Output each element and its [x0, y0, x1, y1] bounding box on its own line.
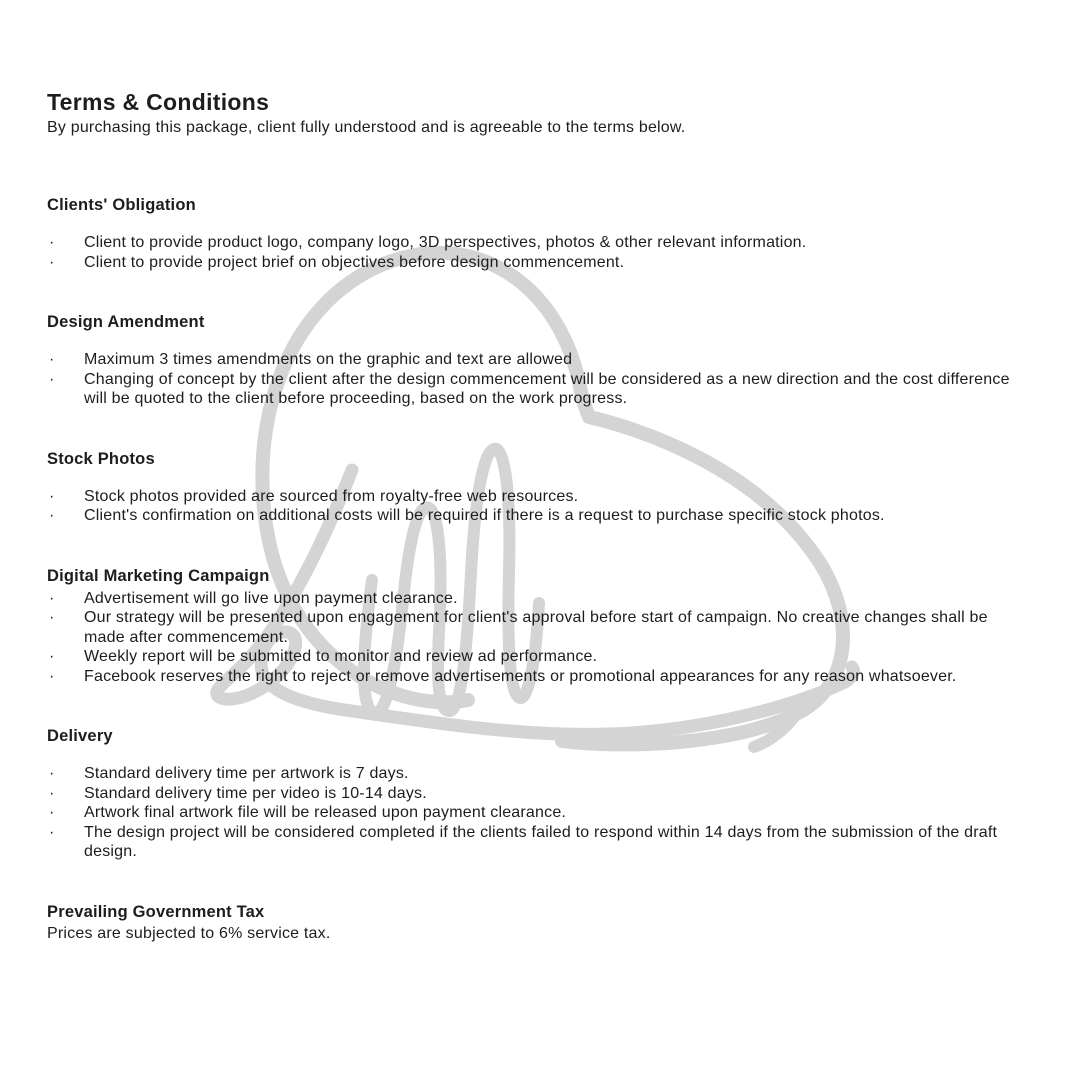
bullet-item	[47, 589, 1035, 609]
bullet-text: Stock photos provided are sourced from royalty-free web resources.	[84, 487, 579, 505]
bullet-item	[47, 667, 1035, 687]
bullet-dot-icon: ·	[49, 507, 55, 524]
bullet-item	[47, 370, 1035, 409]
bullet-text: Client's confirmation on additional costs will be required if there is a request to purchase specific stock photos.	[84, 507, 885, 524]
terms-sections	[47, 195, 1035, 943]
page-title: Terms & Conditions	[47, 89, 270, 115]
bullet-dot-icon: ·	[49, 765, 55, 782]
terms-section	[47, 566, 1035, 687]
bullet-dot-icon: ·	[49, 253, 55, 271]
terms-section	[47, 902, 1035, 944]
bullet-text: Advertisement will go live upon payment clearance.	[84, 589, 458, 607]
section-heading: Delivery	[47, 727, 113, 745]
section-heading: Digital Marketing Campaign	[47, 566, 270, 585]
bullet-dot-icon: ·	[49, 487, 55, 505]
section-list	[47, 764, 1035, 862]
section-heading: Stock Photos	[47, 449, 155, 468]
section-list	[47, 233, 1035, 272]
bullet-dot-icon: ·	[49, 351, 55, 368]
bullet-text: Client to provide project brief on objectives before design commencement.	[84, 253, 625, 271]
bullet-text: Facebook reserves the right to reject or remove advertisements or promotional appearances for any reason whatsoever.	[84, 667, 957, 685]
bullet-text: Standard delivery time per artwork is 7 days.	[84, 765, 409, 782]
page-subtitle: By purchasing this package, client fully understood and is agreeable to the terms below.	[47, 119, 686, 136]
bullet-dot-icon: ·	[49, 648, 55, 665]
bullet-dot-icon: ·	[49, 609, 55, 626]
section-heading: Clients' Obligation	[47, 196, 196, 214]
bullet-item	[47, 253, 1035, 273]
bullet-item	[47, 506, 1035, 526]
bullet-dot-icon: ·	[49, 370, 55, 388]
bullet-item	[47, 233, 1035, 253]
bullet-item	[47, 350, 1035, 370]
section-list	[47, 350, 1035, 409]
section-heading: Design Amendment	[47, 313, 205, 331]
bullet-text: Artwork final artwork file will be released upon payment clearance.	[84, 804, 567, 821]
bullet-item	[47, 647, 1035, 667]
bullet-text: Changing of concept by the client after the design commencement will be considered as a new direction and the cost difference will be quoted to the client before proceeding, based on the work progress.	[84, 370, 1010, 407]
bullet-text: Maximum 3 times amendments on the graphic and text are allowed	[84, 351, 573, 368]
bullet-item	[47, 608, 1035, 647]
bullet-text: Client to provide product logo, company logo, 3D perspectives, photos & other relevant information.	[84, 234, 807, 251]
bullet-text: Our strategy will be presented upon engagement for client's approval before start of campaign. No creative changes shall be made after commencement.	[84, 609, 988, 646]
bullet-item	[47, 823, 1035, 862]
bullet-dot-icon: ·	[49, 667, 55, 685]
bullet-text: Weekly report will be submitted to monitor and review ad performance.	[84, 648, 598, 665]
section-heading: Prevailing Government Tax	[47, 902, 265, 921]
terms-section	[47, 195, 1035, 272]
bullet-item	[47, 784, 1035, 804]
bullet-text: Standard delivery time per video is 10-14 days.	[84, 784, 427, 802]
bullet-dot-icon: ·	[49, 234, 55, 251]
bullet-dot-icon: ·	[49, 823, 55, 841]
section-list	[47, 487, 1035, 526]
terms-section	[47, 726, 1035, 862]
bullet-item	[47, 764, 1035, 784]
terms-section	[47, 312, 1035, 409]
bullet-dot-icon: ·	[49, 784, 55, 802]
section-list	[47, 589, 1035, 687]
bullet-item	[47, 803, 1035, 823]
section-text: Prices are subjected to 6% service tax.	[47, 924, 331, 942]
bullet-dot-icon: ·	[49, 804, 55, 821]
bullet-text: The design project will be considered completed if the clients failed to respond within 14 days from the submission of the draft design.	[84, 823, 998, 860]
bullet-item	[47, 487, 1035, 507]
terms-section	[47, 449, 1035, 526]
bullet-dot-icon: ·	[49, 589, 55, 607]
